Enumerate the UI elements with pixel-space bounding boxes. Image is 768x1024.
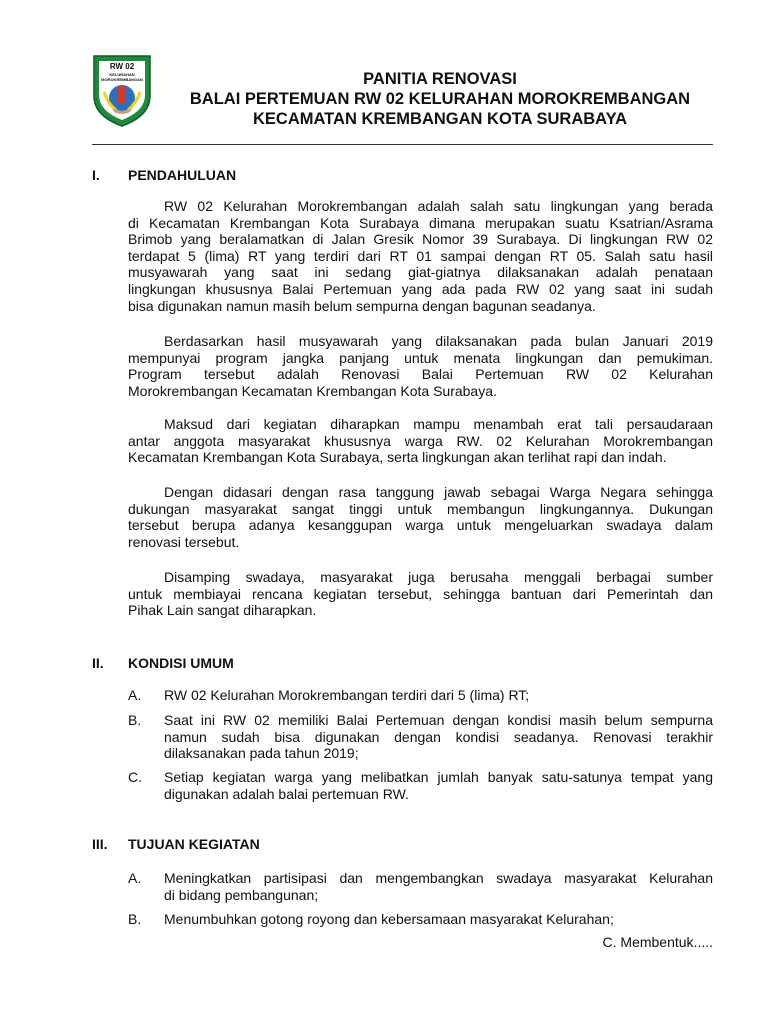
list-item [164, 769, 713, 802]
list-item-letter: A. [128, 687, 142, 703]
logo-subtitle: KELURAHAN MOROKREMBANGAN [101, 72, 143, 82]
section-title: KONDISI UMUM [128, 655, 234, 671]
list-item-line: RW 02 Kelurahan Morokrembangan terdiri dari 5 (lima) RT; [164, 687, 530, 703]
paragraph-line: terdapat 5 (lima) RT yang terdiri dari RT 01 sampai dengan RT 05. Salah satu hasil [128, 247, 713, 264]
paragraph-line: antar anggota masyarakat khususnya warga RW. 02 Kelurahan Morokrembangan [128, 432, 713, 449]
paragraph-line: Berdasarkan hasil musyawarah yang dilaksanakan pada bulan Januari 2019 [164, 333, 713, 349]
paragraph-line: musyawarah yang saat ini sedang giat-giatnya dilaksanakan adalah penataan [128, 264, 713, 281]
paragraph [128, 484, 713, 550]
paragraph-line: Maksud dari kegiatan diharapkan mampu menambah erat tali persaudaraan [164, 416, 713, 432]
header-divider [92, 144, 713, 145]
list-item-letter: A. [128, 870, 142, 886]
paragraph-line: di Kecamatan Krembangan Kota Surabaya dimana merupakan suatu Ksatrian/Asrama [128, 214, 713, 231]
list-item [164, 712, 713, 762]
continuation-marker: C. Membentuk..... [602, 934, 713, 950]
section-title: TUJUAN KEGIATAN [128, 836, 260, 852]
paragraph-line: Brimob yang beralamatkan di Jalan Gresik Nomor 39 Surabaya. Di lingkungan RW 02 [128, 231, 713, 248]
section-number: II. [92, 655, 104, 671]
list-item-line: Meningkatkan partisipasi dan mengembangkan swadaya masyarakat Kelurahan [164, 870, 713, 886]
section-number: III. [92, 836, 108, 852]
paragraph-line: bisa digunakan namun masih belum sempurna dengan bagunan seadanya. [128, 297, 596, 314]
list-item-line: dilaksanakan pada tahun 2019; [164, 745, 359, 762]
paragraph-line: Morokrembangan Kecamatan Krembangan Kota Surabaya. [128, 382, 497, 399]
header-line-1: PANITIA RENOVASI [363, 70, 517, 88]
paragraph-line: Disamping swadaya, masyarakat juga berusaha menggali berbagai sumber [164, 569, 713, 585]
paragraph [128, 416, 713, 466]
paragraph-line: tersebut berupa adanya kesanggupan warga untuk mengeluarkan swadaya dalam [128, 517, 713, 534]
paragraph [128, 569, 713, 619]
paragraph-line: Pihak Lain sangat diharapkan. [128, 602, 317, 619]
list-item-line: di bidang pembangunan; [164, 886, 319, 903]
list-item-line: namun sudah bisa digunakan dengan kondisi seadanya. Renovasi terakhir [164, 728, 713, 745]
header-line-2: BALAI PERTEMUAN RW 02 KELURAHAN MOROKREMBANGAN [189, 90, 691, 108]
paragraph-line: Program tersebut adalah Renovasi Balai Pertemuan RW 02 Kelurahan [128, 366, 713, 383]
paragraph-line: mempunyai program jangka panjang untuk menata lingkungan dan pemukiman. [128, 349, 713, 366]
paragraph-line: Kecamatan Krembangan Kota Surabaya, serta lingkungan akan terlihat rapi dan indah. [128, 449, 667, 466]
paragraph-line: renovasi tersebut. [128, 533, 240, 550]
list-item-line: Saat ini RW 02 memiliki Balai Pertemuan dengan kondisi masih belum sempurna [164, 712, 713, 728]
list-item-letter: B. [128, 911, 142, 927]
logo-title: RW 02 [109, 62, 135, 71]
list-item-line: Setiap kegiatan warga yang melibatkan jumlah banyak satu-satunya tempat yang [164, 769, 713, 785]
list-item [164, 911, 713, 928]
section-title: PENDAHULUAN [128, 167, 237, 183]
list-item-line: digunakan adalah balai pertemuan RW. [164, 785, 409, 802]
paragraph-line: RW 02 Kelurahan Morokrembangan adalah salah satu lingkungan yang berada [164, 198, 713, 214]
paragraph-line: dukungan masyarakat sangat tinggi untuk membangun lingkungannya. Dukungan [128, 500, 713, 517]
list-item-letter: B. [128, 712, 142, 728]
paragraph-line: lingkungan khususnya Balai Pertemuan yang ada pada RW 02 yang saat ini sudah [128, 280, 713, 297]
header-line-3: KECAMATAN KREMBANGAN KOTA SURABAYA [252, 110, 627, 128]
list-item-letter: C. [128, 769, 142, 785]
paragraph [128, 333, 713, 399]
list-item [164, 870, 713, 903]
list-item [164, 687, 713, 704]
list-item-line: Menumbuhkan gotong royong dan kebersamaan masyarakat Kelurahan; [164, 911, 614, 927]
paragraph [128, 198, 713, 314]
paragraph-line: Dengan didasari dengan rasa tanggung jawab sebagai Warga Negara sehingga [164, 484, 713, 500]
section-number: I. [92, 167, 100, 183]
paragraph-line: untuk membiayai rencana kegiatan tersebut, sehingga bantuan dari Pemerintah dan [128, 585, 713, 602]
rw-logo [90, 52, 154, 128]
